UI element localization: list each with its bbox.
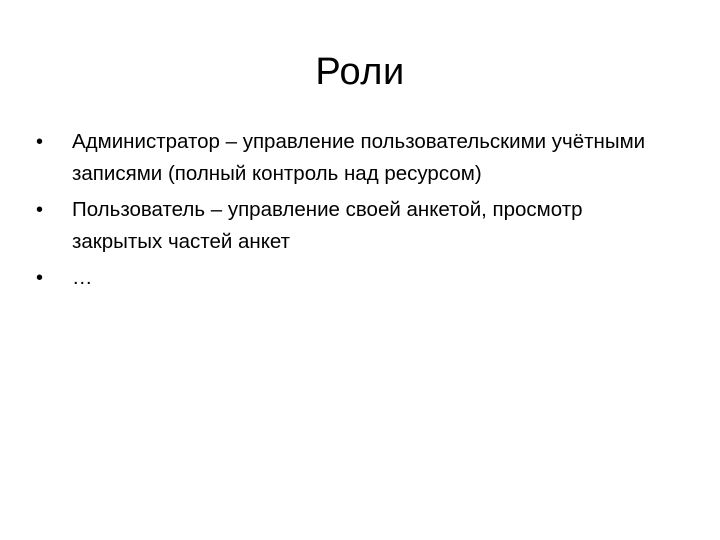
bullet-marker-icon: • — [36, 199, 44, 221]
bullet-marker-icon: • — [36, 131, 44, 153]
bullet-marker-icon: • — [36, 267, 44, 289]
bullet-list — [36, 126, 660, 298]
slide-title: Роли — [315, 51, 405, 93]
bullet-text: Администратор – управление пользовательскими учётными записями (полный контроль над ресурсом) — [72, 130, 646, 185]
bullet-text: … — [72, 266, 93, 289]
bullet-item-ellipsis — [36, 262, 660, 294]
bullet-item-administrator — [36, 126, 660, 190]
bullet-item-user — [36, 194, 660, 258]
bullet-text: Пользователь – управление своей анкетой, просмотр закрытых частей анкет — [72, 198, 583, 253]
